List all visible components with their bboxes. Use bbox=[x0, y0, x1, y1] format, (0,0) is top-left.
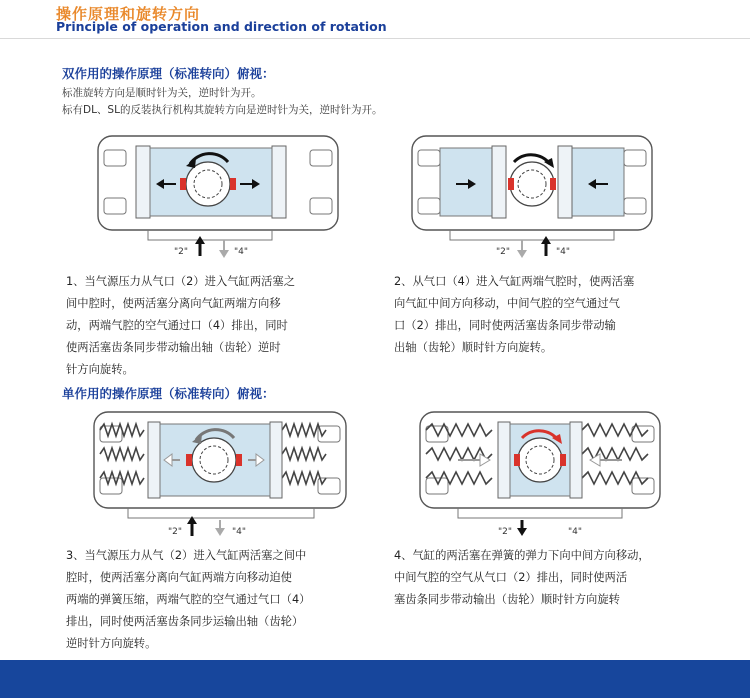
page-header bbox=[0, 0, 750, 40]
rack-tooth bbox=[180, 178, 186, 190]
piston-left bbox=[492, 146, 506, 218]
air-channel bbox=[148, 230, 272, 240]
step-4-text: 4、气缸的两活塞在弹簧的弹力下向中间方向移动， 中间气腔的空气从气口（2）排出，同时使两活 塞齿条同步带动输出（齿轮）顺时针方向旋转 bbox=[394, 549, 650, 606]
rack-tooth bbox=[186, 454, 192, 466]
single-acting-heading: 单作用的操作原理（标准转向）俯视： bbox=[62, 386, 275, 401]
piston-right bbox=[570, 422, 582, 498]
piston-right bbox=[270, 422, 282, 498]
end-cap bbox=[104, 150, 126, 166]
step-2-text: 2、从气口（4）进入气缸两端气腔时，使两活塞 向气缸中间方向移动，中间气腔的空气通过气 口（2）排出，同时使两活塞齿条同步带动输 出轴（齿轮）顺时针方向旋转。 bbox=[394, 275, 635, 354]
header-divider bbox=[0, 38, 750, 39]
port-4-label: "4" bbox=[568, 527, 583, 537]
end-cap bbox=[632, 478, 654, 494]
port-2-label: "2" bbox=[498, 527, 513, 537]
air-channel bbox=[458, 508, 622, 518]
port-2-label: "2" bbox=[496, 247, 511, 257]
piston-right bbox=[558, 146, 572, 218]
end-cap bbox=[310, 150, 332, 166]
end-cap bbox=[624, 198, 646, 214]
double-acting-note-2: 标有DL、SL的反装执行机构其旋转方向是逆时针为关，逆时针为开。 bbox=[62, 104, 383, 116]
double-acting-heading: 双作用的操作原理（标准转向）俯视： bbox=[62, 66, 275, 81]
port-2-label: "2" bbox=[174, 247, 189, 257]
section-title-en: Principle of operation and direction of rotation bbox=[56, 19, 387, 34]
rack-tooth bbox=[560, 454, 566, 466]
air-channel bbox=[450, 230, 614, 240]
end-cap bbox=[418, 150, 440, 166]
end-cap bbox=[100, 478, 122, 494]
port-2-label: "2" bbox=[168, 527, 183, 537]
end-cap bbox=[418, 198, 440, 214]
left-chamber bbox=[440, 148, 492, 216]
end-cap bbox=[624, 150, 646, 166]
diagram-single-acting-port2 bbox=[92, 408, 354, 542]
air-channel bbox=[128, 508, 314, 518]
right-chamber bbox=[572, 148, 624, 216]
piston-left bbox=[148, 422, 160, 498]
step-1-text: 1、当气源压力从气口（2）进入气缸两活塞之 间中腔时，使两活塞分离向气缸两端方向移 动，两端气腔的空气通过口（4）排出，同时 使两活塞齿条同步带动输出轴（齿轮）逆时 针方向旋转。 bbox=[66, 275, 296, 376]
step-3-text: 3、当气源压力从气（2）进入气缸两活塞之间中 腔时，使两活塞分离向气缸两端方向移动迫使 两端的弹簧压缩，两端气腔的空气通过气口（4） 排出，同时使两活塞齿条同步运输出轴（齿轮） 逆时针方向旋转。 bbox=[66, 549, 311, 650]
double-acting-note-1: 标准旋转方向是顺时针为关，逆时针为开。 bbox=[62, 87, 262, 99]
section-title-cn: 操作原理和旋转方向 bbox=[56, 5, 201, 23]
piston-left bbox=[498, 422, 510, 498]
rack-tooth bbox=[508, 178, 514, 190]
rack-tooth bbox=[230, 178, 236, 190]
diagram-single-acting-spring-return bbox=[418, 408, 668, 542]
piston-right bbox=[272, 146, 286, 218]
rack-tooth bbox=[514, 454, 520, 466]
diagram-double-acting-port2 bbox=[96, 132, 346, 262]
end-cap bbox=[104, 198, 126, 214]
port-4-label: "4" bbox=[232, 527, 247, 537]
piston-left bbox=[136, 146, 150, 218]
end-cap bbox=[310, 198, 332, 214]
rack-tooth bbox=[550, 178, 556, 190]
rack-tooth bbox=[236, 454, 242, 466]
diagram-double-acting-port4 bbox=[410, 132, 660, 262]
port-4-label: "4" bbox=[234, 247, 249, 257]
port-4-label: "4" bbox=[556, 247, 571, 257]
footer-bar bbox=[0, 660, 750, 698]
